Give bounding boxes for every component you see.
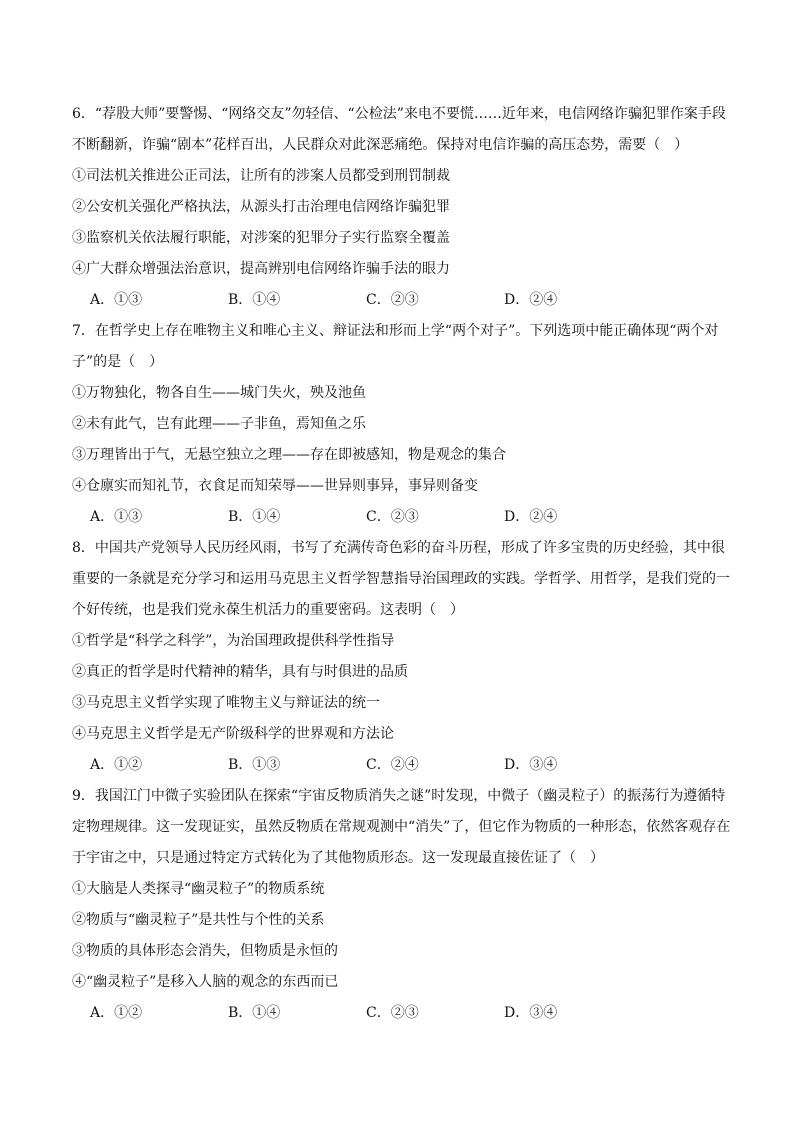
statement-4: ④马克思主义哲学是无产阶级科学的世界观和方法论 bbox=[72, 726, 394, 742]
statement-3: ③监察机关依法履行职能，对涉案的犯罪分子实行监察全覆盖 bbox=[72, 230, 450, 246]
choice-d[interactable]: D．②④ bbox=[504, 509, 558, 525]
choice-d[interactable]: D．③④ bbox=[504, 1005, 558, 1021]
question-9 bbox=[72, 781, 732, 1029]
choice-c[interactable]: C．②④ bbox=[366, 757, 419, 773]
choice-b[interactable]: B．①④ bbox=[228, 509, 281, 525]
question-stem: 7．在哲学史上存在唯物主义和唯心主义、辩证法和形而上学“两个对子”。下列选项中能正确体现“两个对子”的是（ ） bbox=[72, 323, 719, 370]
statement-4: ④“幽灵粒子”是移入人脑的观念的东西而已 bbox=[72, 974, 339, 990]
statement-3: ③马克思主义哲学实现了唯物主义与辩证法的统一 bbox=[72, 695, 380, 711]
statement-3: ③物质的具体形态会消失，但物质是永恒的 bbox=[72, 943, 338, 959]
choice-b[interactable]: B．①③ bbox=[228, 757, 281, 773]
statement-1: ①万物独化，物各自生——城门失火，殃及池鱼 bbox=[72, 385, 366, 401]
statement-2: ②真正的哲学是时代精神的精华，具有与时俱进的品质 bbox=[72, 664, 408, 680]
answer-choices bbox=[72, 750, 732, 781]
choice-c[interactable]: C．②③ bbox=[366, 292, 419, 308]
question-6 bbox=[72, 99, 732, 316]
question-stem: 9．我国江门中微子实验团队在探索“宇宙反物质消失之谜”时发现，中微子（幽灵粒子）的振荡行为遵循特定物理规律。这一发现证实，虽然反物质在常规观测中“消失”了，但它作为物质的一种形态，依然客观存在于宇宙之中，只是通过特定方式转化为了其他物质形态。这一发现最直接佐证了（ ） bbox=[72, 788, 731, 866]
statement-1: ①大脑是人类探寻“幽灵粒子”的物质系统 bbox=[72, 881, 325, 897]
choice-a[interactable]: A．①③ bbox=[90, 509, 143, 525]
question-stem: 6．“荐股大师”要警惕、“网络交友”勿轻信、“公检法”来电不要慌……近年来，电信网络诈骗犯罪作案手段不断翻新，诈骗“剧本”花样百出，人民群众对此深恶痛绝。保持对电信诈骗的高压态势，需要（ ） bbox=[72, 106, 726, 153]
statement-1: ①哲学是“科学之科学”，为治国理政提供科学性指导 bbox=[72, 633, 395, 649]
choice-c[interactable]: C．②③ bbox=[366, 509, 419, 525]
statement-4: ④仓廪实而知礼节，衣食足而知荣辱——世异则事异，事异则备变 bbox=[72, 478, 478, 494]
answer-choices bbox=[72, 502, 732, 533]
choice-a[interactable]: A．①③ bbox=[90, 292, 143, 308]
choice-a[interactable]: A．①② bbox=[90, 1005, 143, 1021]
question-7 bbox=[72, 316, 732, 533]
statement-4: ④广大群众增强法治意识，提高辨别电信网络诈骗手法的眼力 bbox=[72, 261, 450, 277]
statement-3: ③万理皆出于气，无悬空独立之理——存在即被感知，物是观念的集合 bbox=[72, 447, 506, 463]
choice-d[interactable]: D．②④ bbox=[504, 292, 558, 308]
choice-d[interactable]: D．③④ bbox=[504, 757, 558, 773]
question-8 bbox=[72, 533, 732, 781]
statement-2: ②公安机关强化严格执法，从源头打击治理电信网络诈骗犯罪 bbox=[72, 199, 450, 215]
choice-a[interactable]: A．①② bbox=[90, 757, 143, 773]
choice-c[interactable]: C．②③ bbox=[366, 1005, 419, 1021]
answer-choices bbox=[72, 998, 732, 1029]
answer-choices bbox=[72, 285, 732, 316]
statement-1: ①司法机关推进公正司法，让所有的涉案人员都受到刑罚制裁 bbox=[72, 168, 450, 184]
choice-b[interactable]: B．①④ bbox=[228, 1005, 281, 1021]
choice-b[interactable]: B．①④ bbox=[228, 292, 281, 308]
statement-2: ②物质与“幽灵粒子”是共性与个性的关系 bbox=[72, 912, 325, 928]
question-stem: 8．中国共产党领导人民历经风雨，书写了充满传奇色彩的奋斗历程，形成了许多宝贵的历史经验，其中很重要的一条就是充分学习和运用马克思主义哲学智慧指导治国理政的实践。学哲学、用哲学，是我们党的一个好传统，也是我们党永葆生机活力的重要密码。这表明（ ） bbox=[72, 540, 730, 618]
question-list bbox=[72, 99, 732, 1029]
statement-2: ②未有此气，岂有此理——子非鱼，焉知鱼之乐 bbox=[72, 416, 366, 432]
